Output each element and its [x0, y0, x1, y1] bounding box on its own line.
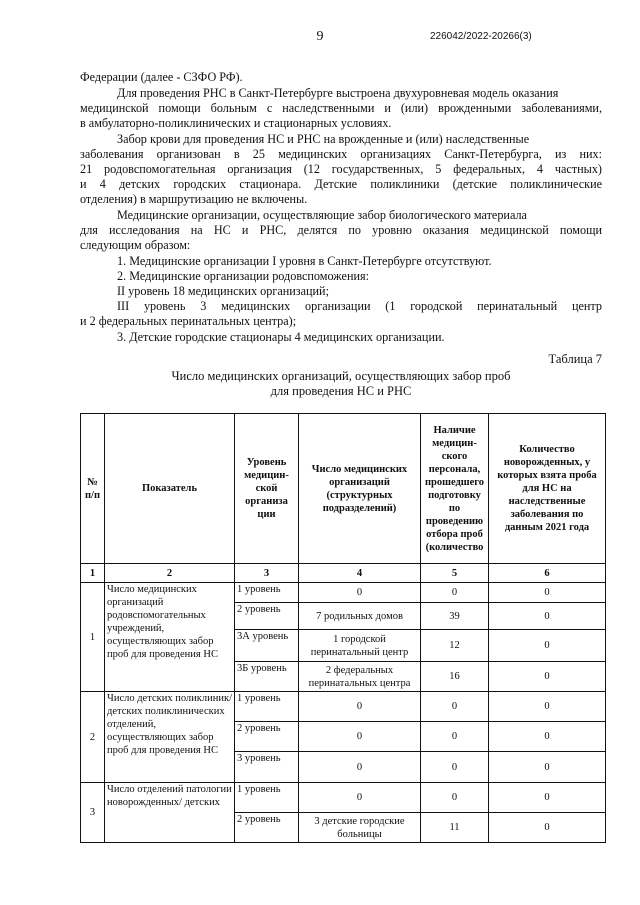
group-indicator: Число медицинских организаций родовспомогательных учреждений, осуществляющих забор проб для проведения НС: [105, 583, 235, 692]
col-number: 3: [235, 564, 299, 583]
paragraph-line: и 2 федеральных перинатальных центра);: [80, 314, 297, 328]
newborns-cell: 0: [489, 603, 606, 630]
staff-cell: 0: [421, 583, 489, 603]
table-caption-line: Число медицинских организаций, осуществляющих забор проб: [171, 369, 511, 383]
paragraph-line: 1. Медицинские организации I уровня в Санкт-Петербурге отсутствуют.: [117, 254, 492, 268]
group-number: 2: [81, 692, 105, 783]
table-row: [81, 583, 606, 603]
level-cell: 1 уровень: [235, 692, 299, 722]
level-cell: 3 уровень: [235, 752, 299, 783]
orgs-cell: 1 городской перинатальный центр: [299, 630, 421, 662]
staff-cell: 0: [421, 722, 489, 752]
document-id: 226042/2022-20266(3): [430, 31, 532, 42]
level-cell: 2 уровень: [235, 722, 299, 752]
paragraph-line: Забор крови для проведения НС и РНС на врожденные и (или) наследственные: [117, 132, 530, 146]
table-row: [81, 692, 606, 722]
staff-cell: 0: [421, 692, 489, 722]
newborns-cell: 0: [489, 813, 606, 843]
newborns-cell: 0: [489, 583, 606, 603]
orgs-cell: 0: [299, 722, 421, 752]
paragraph-line: 2. Медицинские организации родовспоможения:: [117, 269, 370, 283]
paragraph-line: Для проведения РНС в Санкт-Петербурге выстроена двухуровневая модель оказания: [117, 86, 559, 100]
level-cell: 2 уровень: [235, 603, 299, 630]
orgs-cell: 7 родильных домов: [299, 603, 421, 630]
page-number: 9: [316, 29, 324, 44]
orgs-cell: 0: [299, 583, 421, 603]
level-cell: 3А уровень: [235, 630, 299, 662]
paragraph-line: 3. Детские городские стационары 4 медицинских организации.: [117, 330, 445, 344]
paragraph-line: Федерации (далее - СЗФО РФ).: [80, 70, 243, 84]
newborns-cell: 0: [489, 630, 606, 662]
header-indicator: Показатель: [105, 414, 235, 564]
newborns-cell: 0: [489, 783, 606, 813]
paragraph-line: следующим образом:: [80, 238, 191, 252]
paragraph-line: 21 родовспомогательная организация (12 государственных, 5 федеральных, 4 частных): [80, 162, 602, 176]
orgs-cell: 2 федеральных перинатальных центра: [299, 662, 421, 692]
newborns-cell: 0: [489, 752, 606, 783]
col-number: 6: [489, 564, 606, 583]
staff-cell: 16: [421, 662, 489, 692]
newborns-cell: 0: [489, 722, 606, 752]
orgs-cell: 0: [299, 692, 421, 722]
paragraph-line: отделения) в маршрутизацию не включены.: [80, 192, 308, 206]
paragraph-line: II уровень 18 медицинских организаций;: [117, 284, 329, 298]
table-header-row: [81, 414, 606, 564]
group-indicator: Число детских поликлиник/детских поликлинических отделений, осуществляющих забор проб для проведения НС: [105, 692, 235, 783]
group-indicator: Число отделений патологии новорожденных/ детских: [105, 783, 235, 843]
col-number: 4: [299, 564, 421, 583]
level-cell: 1 уровень: [235, 783, 299, 813]
column-number-row: [81, 564, 606, 583]
level-cell: 3Б уровень: [235, 662, 299, 692]
staff-cell: 12: [421, 630, 489, 662]
newborns-cell: 0: [489, 662, 606, 692]
paragraph-line: в амбулаторно-поликлинических и стационарных условиях.: [80, 116, 392, 130]
newborns-cell: 0: [489, 692, 606, 722]
header-orgs: Число медицинских организаций (структурных подразделений): [299, 414, 421, 564]
col-number: 2: [105, 564, 235, 583]
orgs-cell: 0: [299, 783, 421, 813]
staff-cell: 39: [421, 603, 489, 630]
staff-cell: 11: [421, 813, 489, 843]
orgs-cell: 3 детские городские больницы: [299, 813, 421, 843]
group-number: 1: [81, 583, 105, 692]
staff-cell: 0: [421, 752, 489, 783]
table-label: Таблица 7: [548, 352, 602, 366]
table-row: [81, 783, 606, 813]
paragraph-line: заболевания организован в 25 медицинских организациях Санкт-Петербурга, из них:: [80, 147, 602, 161]
paragraph-line: Медицинские организации, осуществляющие забор биологического материала: [117, 208, 527, 222]
header-staff: Наличие медицин-ского персонала, прошедшего подготовку по проведению отбора проб (количество: [421, 414, 489, 564]
data-table: [80, 413, 606, 843]
paragraph-line: III уровень 3 медицинских организации (1 городской перинатальный центр: [117, 299, 602, 313]
group-number: 3: [81, 783, 105, 843]
header-newborns: Количество новорожденных, у которых взята проба для НС на наследственные заболевания по данным 2021 года: [489, 414, 606, 564]
header-num: № п/п: [81, 414, 105, 564]
header-level: Уровень медицин-ской организа ции: [235, 414, 299, 564]
paragraph-line: медицинской помощи больным с наследственными и (или) врожденными заболеваниями,: [80, 101, 602, 115]
level-cell: 1 уровень: [235, 583, 299, 603]
orgs-cell: 0: [299, 752, 421, 783]
level-cell: 2 уровень: [235, 813, 299, 843]
table-caption-line: для проведения НС и РНС: [270, 384, 412, 398]
col-number: 1: [81, 564, 105, 583]
staff-cell: 0: [421, 783, 489, 813]
paragraph-line: для исследования на НС и РНС, делятся по уровню оказания медицинской помощи: [80, 223, 602, 237]
col-number: 5: [421, 564, 489, 583]
paragraph-line: и 4 детских городских стационара. Детские поликлиники (детские поликлинические: [80, 177, 602, 191]
